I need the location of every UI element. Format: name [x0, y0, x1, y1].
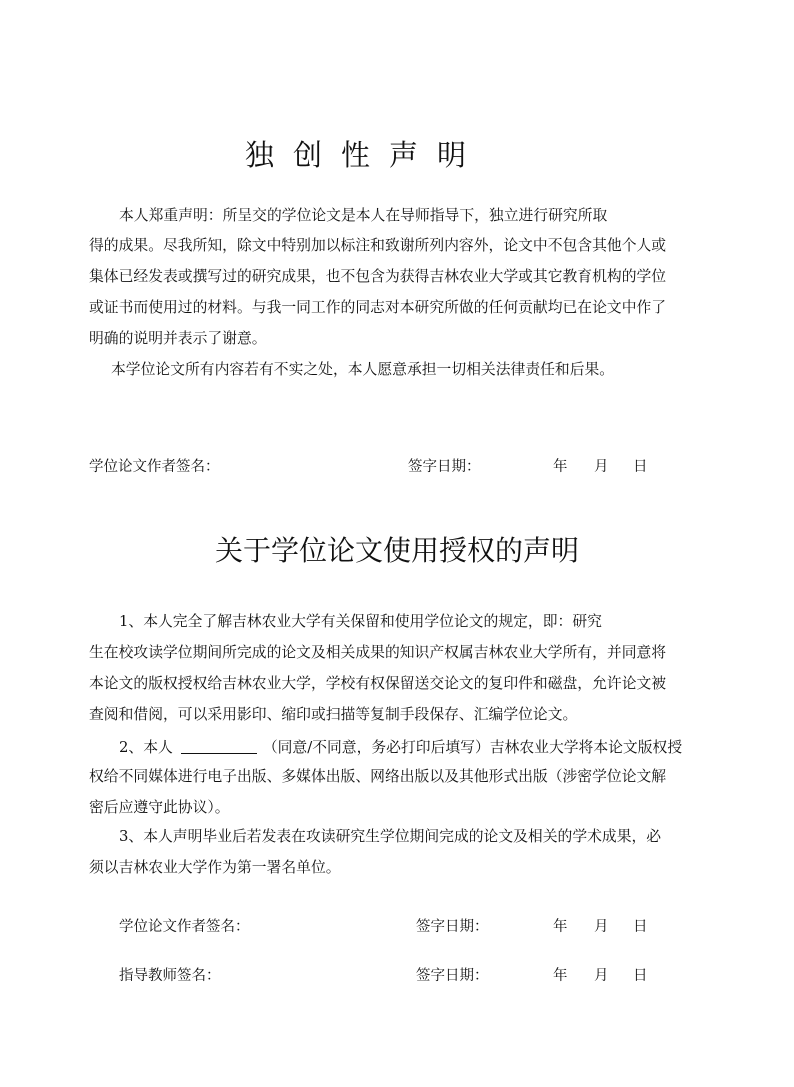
item2-line-2: 权给不同媒体进行电子出版、多媒体出版、网络出版以及其他形式出版（涉密学位论文解 — [89, 768, 667, 785]
item2-line-3: 密后应遵守此协议）。 — [89, 799, 230, 816]
date-month-label: 月 — [594, 459, 609, 475]
date-year-label-3: 年 — [553, 968, 568, 984]
date-day-label-2: 日 — [633, 919, 648, 935]
signature-date-label-3: 签字日期： — [416, 968, 489, 984]
item2-line-1 — [119, 739, 682, 756]
item3-line-2: 须以吉林农业大学作为第一署名单位。 — [89, 859, 341, 876]
declaration-line-1: 本人郑重声明：所呈交的学位论文是本人在导师指导下，独立进行研究所取 — [119, 207, 608, 224]
declaration-line-4: 或证书而使用过的材料。与我一同工作的同志对本研究所做的任何贡献均已在论文中作了 — [89, 299, 667, 316]
author-signature-label: 学位论文作者签名： — [89, 459, 220, 475]
authorization-title: 关于学位论文使用授权的声明 — [214, 534, 579, 567]
signature-date-label-2: 签字日期： — [416, 919, 489, 935]
item1-line-2: 生在校攻读学位期间所完成的论文及相关成果的知识产权属吉林农业大学所有，并同意将 — [89, 644, 667, 661]
date-month-label-3: 月 — [594, 968, 609, 984]
date-day-label: 日 — [633, 459, 648, 475]
date-year-label: 年 — [553, 459, 568, 475]
date-month-label-2: 月 — [594, 919, 609, 935]
item1-line-4: 查阅和借阅，可以采用影印、缩印或扫描等复制手段保存、汇编学位论文。 — [89, 706, 578, 723]
supervisor-signature-label: 指导教师签名： — [119, 968, 221, 984]
date-day-label-3: 日 — [633, 968, 648, 984]
declaration-line-2: 得的成果。尽我所知，除文中特别加以标注和致谢所列内容外，论文中不包含其他个人或 — [89, 237, 667, 254]
declaration-title: 独创性声明 — [244, 138, 485, 172]
declaration-line-5: 明确的说明并表示了谢意。 — [89, 330, 267, 347]
author-signature-label-2: 学位论文作者签名： — [119, 919, 250, 935]
declaration-paragraph-2: 本学位论文所有内容若有不实之处，本人愿意承担一切相关法律责任和后果。 — [111, 361, 615, 378]
declaration-line-3: 集体已经发表或撰写过的研究成果，也不包含为获得吉林农业大学或其它教育机构的学位 — [89, 268, 667, 285]
date-year-label-2: 年 — [553, 919, 568, 935]
item3-line-1: 3、本人声明毕业后若发表在攻读研究生学位期间完成的论文及相关的学术成果，必 — [119, 828, 662, 845]
item1-line-1: 1、本人完全了解吉林农业大学有关保留和使用学位论文的规定，即：研究 — [119, 613, 602, 630]
item2-prefix: 2、本人 — [119, 739, 173, 756]
consent-blank-field[interactable] — [181, 739, 257, 754]
item2-suffix: （同意/不同意，务必打印后填写）吉林农业大学将本论文版权授 — [262, 739, 683, 756]
signature-date-label: 签字日期： — [408, 459, 481, 475]
item1-line-3: 本论文的版权授权给吉林农业大学，学校有权保留送交论文的复印件和磁盘，允许论文被 — [89, 675, 667, 692]
